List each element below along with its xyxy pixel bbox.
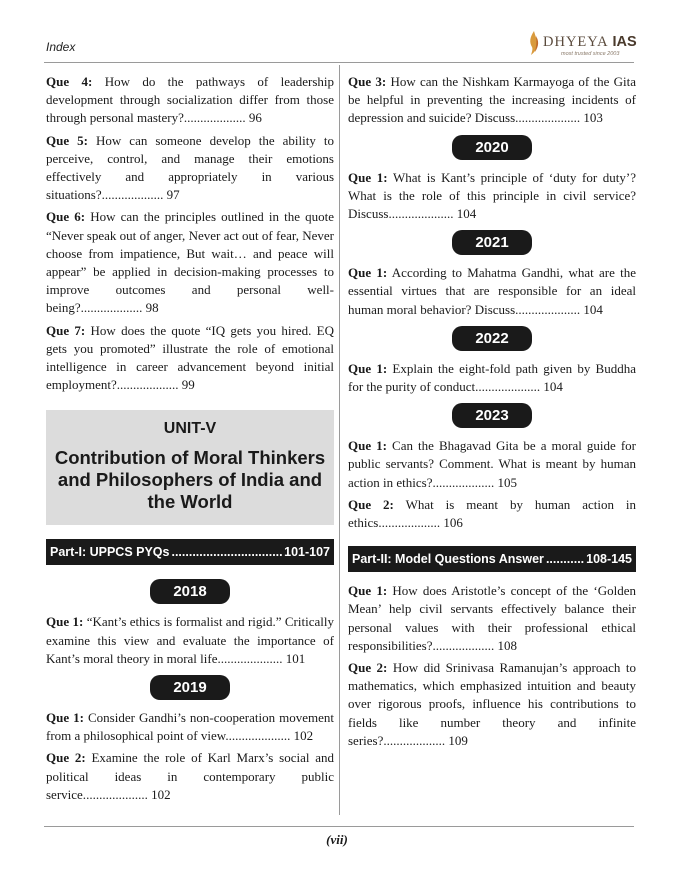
page-ref: 102: [151, 786, 171, 802]
index-entry[interactable]: [348, 264, 636, 319]
year-badge-2020: 2020: [452, 135, 532, 160]
page-ref: 98: [145, 300, 159, 316]
question-text: “Kant’s ethics is formalist and rigid.” Critically examine this view and evaluate the importance of Kant’s moral theory in moral life.: [46, 614, 334, 666]
unit-heading-box: [46, 410, 334, 525]
left-top-questions: [46, 73, 334, 394]
page-ref: 96: [248, 110, 262, 126]
index-entry[interactable]: [348, 360, 636, 396]
part-2-pages: 108-145: [586, 552, 632, 567]
right-column: [348, 73, 636, 754]
page-ref: 99: [181, 377, 195, 393]
leader-dots: ...................: [378, 515, 441, 531]
questions-2022: [348, 360, 636, 396]
index-entry[interactable]: [46, 208, 334, 317]
leader-dots: ...................: [432, 637, 495, 653]
questions-2020: [348, 169, 636, 224]
page-ref: 104: [543, 379, 563, 395]
question-text: How can the principles outlined in the quote “Never speak out of anger, Never act out of fear, Never choose from impatience, But wait… and peace will appear” be applied in decision-making processes to improve outcomes and personal well-being?: [46, 209, 334, 316]
index-entry[interactable]: [348, 582, 636, 655]
leader-dots: ...................: [101, 187, 164, 203]
page-ref: 106: [443, 515, 463, 531]
question-label: Que 1:: [46, 614, 84, 630]
page-ref: 103: [583, 110, 603, 126]
unit-number: UNIT-V: [163, 420, 217, 438]
unit-title: Contribution of Moral Thinkers and Philosophers of India and the World: [54, 447, 326, 513]
question-text: Consider Gandhi’s non-cooperation movement from a philosophical point of view.: [46, 710, 335, 744]
questions-2019: [46, 709, 334, 804]
year-badge-2018: 2018: [150, 579, 230, 604]
question-label: Que 7:: [46, 322, 86, 338]
question-label: Que 4:: [46, 74, 93, 89]
logo-brand: [543, 34, 637, 51]
part-1-leader-dots: [171, 545, 282, 559]
question-label: Que 2:: [348, 660, 388, 676]
page-ref: 97: [166, 187, 180, 203]
flame-icon: [527, 30, 541, 56]
leader-dots: ...................: [432, 474, 495, 490]
question-text: Explain the eight-fold path given by Buddha for the purity of conduct.: [348, 360, 636, 395]
question-label: Que 1:: [348, 438, 387, 454]
questions-2021: [348, 264, 636, 319]
question-text: Examine the role of Karl Marx’s social and political ideas in contemporary public service.: [46, 750, 334, 802]
question-label: Que 3:: [348, 74, 387, 89]
left-column: [46, 73, 334, 808]
question-text: How did Srinivasa Ramanujan’s approach to mathematics, which emphasized intuition and beauty over rigorous proofs, influence his contributions to fields like number theory and infinite series?: [348, 660, 636, 748]
page-ref: 101: [285, 650, 306, 666]
page-ref: 108: [497, 637, 517, 653]
question-label: Que 1:: [46, 710, 84, 726]
question-text: How do the pathways of leadership development through socialization differ from those through personal mastery?: [46, 74, 335, 126]
question-text: How can the Nishkam Karmayoga of the Gita be helpful in preventing the increasing incidents of depression and suicide? Discuss.: [348, 74, 636, 126]
index-entry[interactable]: [46, 749, 334, 804]
page-ref: 104: [583, 301, 603, 317]
logo-brand-name: DHYEYA: [543, 34, 608, 50]
question-text: How does the quote “IQ gets you hired. EQ gets you promoted” illustrate the role of emotional intelligence in career advancement beyond initial employment?: [46, 322, 334, 393]
question-label: Que 5:: [46, 132, 88, 148]
index-entry[interactable]: [348, 437, 636, 492]
questions-2023: [348, 437, 636, 532]
part-2-label: Part-II: Model Questions Answer: [352, 552, 544, 567]
header-rule: [44, 62, 634, 63]
leader-dots: ...................: [518, 110, 581, 126]
question-label: Que 2:: [46, 750, 86, 766]
question-label: Que 6:: [46, 209, 86, 225]
index-entry[interactable]: [348, 659, 636, 750]
question-text: What is meant by human action in ethics: [348, 496, 636, 531]
year-badge-2022: 2022: [452, 326, 532, 351]
page-ref: 102: [293, 728, 314, 744]
questions-2018: [46, 613, 334, 668]
leader-dots: ...................: [518, 301, 581, 317]
page-number: (vii): [326, 832, 348, 847]
index-entry[interactable]: [46, 73, 334, 128]
questions-part-2: [348, 582, 636, 750]
index-entry[interactable]: [348, 169, 636, 224]
right-top-questions: [348, 73, 636, 128]
dhyeya-ias-logo: [527, 30, 637, 60]
page-ref: 109: [448, 732, 468, 748]
part-2-heading[interactable]: [348, 546, 636, 572]
leader-dots: ...................: [86, 786, 148, 802]
leader-dots: ...................: [183, 110, 246, 126]
leader-dots: ...................: [220, 650, 283, 666]
footer-rule: [44, 826, 634, 827]
question-label: Que 1:: [348, 265, 388, 281]
index-entry[interactable]: [348, 496, 636, 532]
question-label: Que 1:: [348, 583, 388, 599]
logo-tagline: most trusted since 2003: [561, 51, 620, 57]
question-text: According to Mahatma Gandhi, what are the essential virtues that are responsible for an ideal human moral behavior? Discuss.: [348, 265, 636, 317]
page-ref: 104: [456, 206, 477, 222]
index-entry[interactable]: [46, 322, 334, 395]
question-text: How does Aristotle’s concept of the ‘Golden Mean’ help civil servants effectively balance their personal values with their professional ethical responsibilities?: [348, 583, 636, 653]
leader-dots: ...................: [383, 732, 446, 748]
part-1-heading[interactable]: [46, 539, 334, 565]
year-badge-2021: 2021: [452, 230, 532, 255]
index-entry[interactable]: [46, 613, 334, 668]
question-label: Que 1:: [348, 169, 388, 185]
part-1-label: Part-I: UPPCS PYQs: [50, 545, 170, 560]
question-label: Que 2:: [348, 496, 394, 512]
index-entry[interactable]: [46, 132, 334, 205]
part-1-pages: 101-107: [284, 545, 330, 560]
column-divider: [339, 65, 340, 815]
page-ref: 105: [497, 474, 517, 490]
question-text: How can someone develop the ability to perceive, control, and manage their emotions effectively and appropriately in various situations?: [46, 132, 335, 203]
part-2-leader-dots: [546, 552, 584, 566]
year-badge-2023: 2023: [452, 403, 532, 428]
question-text: What is Kant’s principle of ‘duty for duty’? What is the role of this principle in civil service? Discuss.: [348, 169, 637, 222]
index-entry[interactable]: [348, 73, 636, 128]
leader-dots: ...................: [80, 300, 143, 316]
leader-dots: ...................: [391, 206, 454, 222]
logo-brand-ias: IAS: [612, 34, 637, 50]
index-entry[interactable]: [46, 709, 334, 745]
year-badge-2019: 2019: [150, 675, 230, 700]
question-text: Can the Bhagavad Gita be a moral guide for public servants? Comment. What is meant by human action in ethics?: [348, 438, 636, 490]
header-section-title: Index: [46, 40, 76, 54]
leader-dots: ...................: [228, 728, 291, 744]
question-label: Que 1:: [348, 360, 388, 376]
leader-dots: ...................: [116, 377, 179, 393]
leader-dots: ...................: [478, 379, 541, 395]
